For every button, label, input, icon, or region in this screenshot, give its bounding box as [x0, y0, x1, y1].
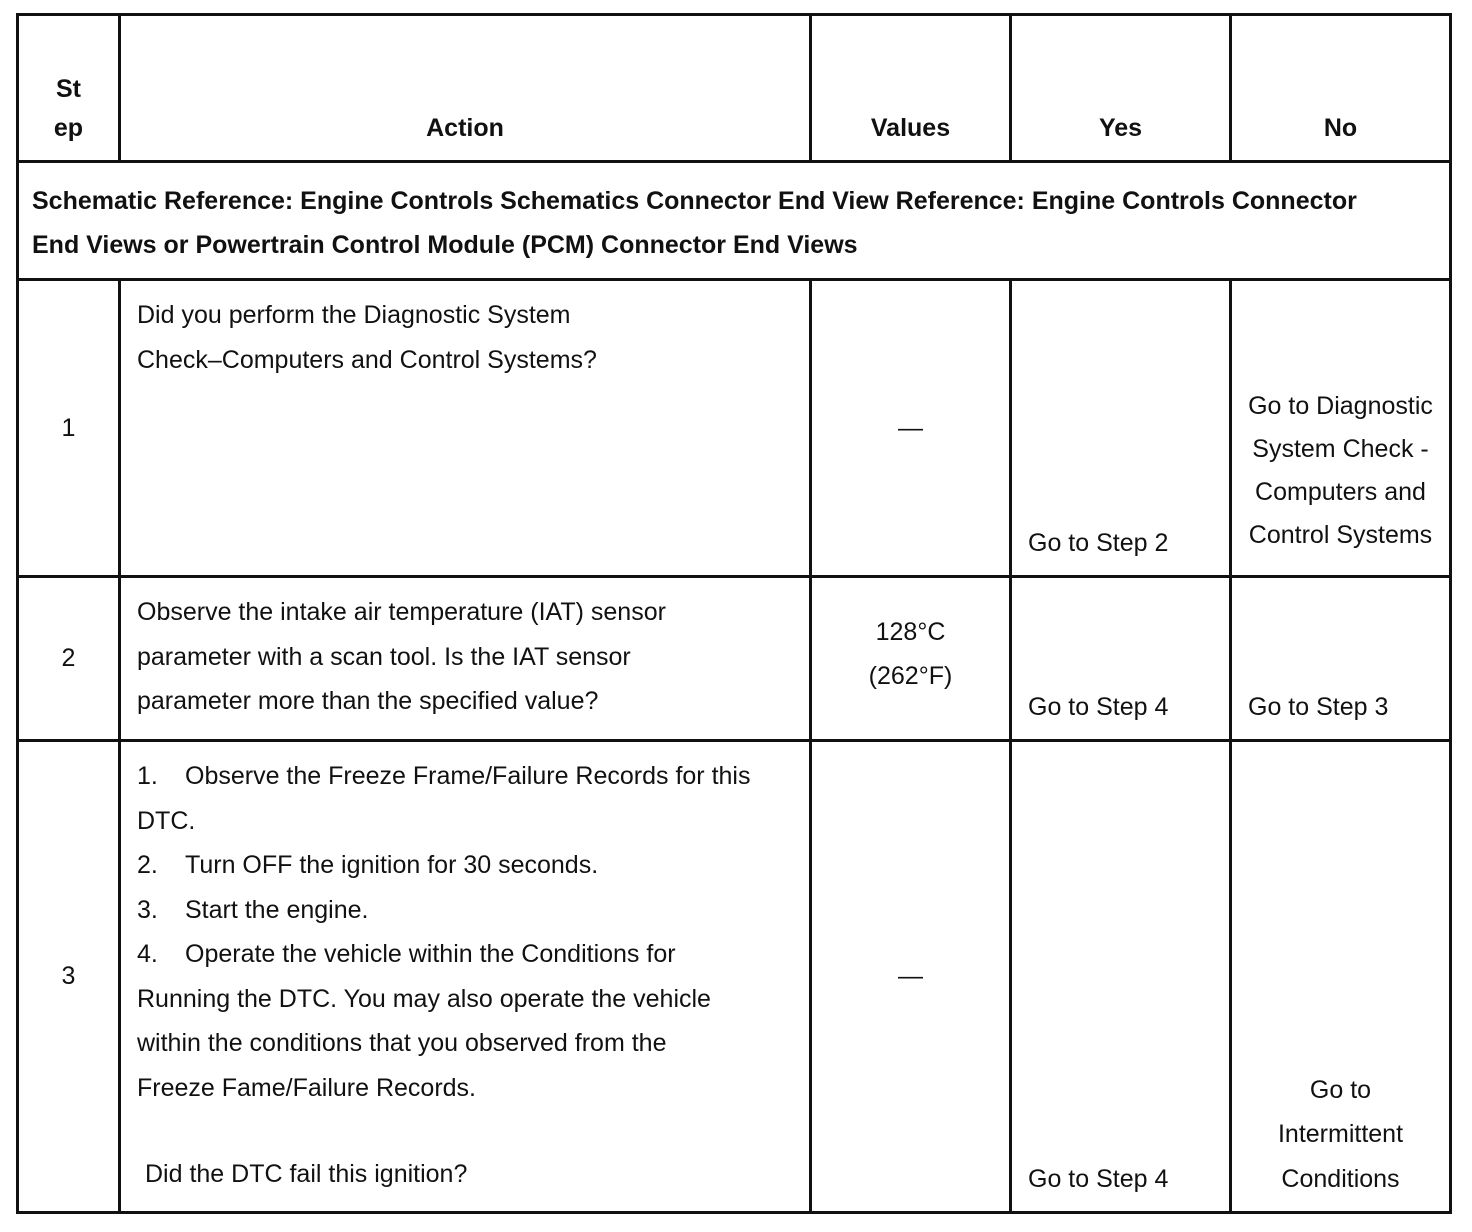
list-number: 2. [137, 851, 158, 879]
list-item [137, 888, 769, 933]
list-text: Turn OFF the ignition for 30 seconds. [185, 851, 599, 879]
yes-link[interactable]: Go to Step 4 [1011, 577, 1231, 741]
action-text: Did you perform the Diagnostic System Check–Computers and Control Systems? [120, 280, 811, 577]
table-row [18, 280, 1451, 577]
schematic-reference: Schematic Reference: Engine Controls Schematics Connector End View Reference: Engine Controls Connector End Views or Powertrain Control Module (PCM) Connector End Views [18, 162, 1451, 280]
question-text: Did the DTC fail this ignition? [145, 1160, 468, 1188]
list-number: 1. [137, 762, 158, 790]
list-item [137, 843, 769, 888]
list-number: 3. [137, 895, 158, 924]
reference-row [18, 162, 1451, 280]
list-number: 4. [137, 940, 158, 968]
no-link[interactable]: Go to Step 3 [1231, 577, 1451, 741]
header-no: No [1231, 15, 1451, 162]
yes-link[interactable]: Go to Step 2 [1011, 280, 1231, 577]
diagnostic-table [16, 13, 1452, 1214]
header-values: Values [811, 15, 1011, 162]
value-cell: 128°C (262°F) [811, 577, 1011, 741]
header-row [18, 15, 1451, 162]
no-link[interactable]: Go to Diagnostic System Check - Computers and Control Systems [1231, 280, 1451, 577]
list-text: Start the engine. [185, 895, 369, 924]
list-item [137, 754, 769, 843]
action-text: Observe the intake air temperature (IAT) sensor parameter with a scan tool. Is the IAT sensor parameter more than the specified value? [120, 577, 811, 741]
header-step: St ep [18, 15, 120, 162]
list-text: Observe the Freeze Frame/Failure Records for this DTC. [137, 762, 751, 835]
spacer [137, 1110, 769, 1152]
step-number: 1 [18, 280, 120, 577]
header-yes: Yes [1011, 15, 1231, 162]
value-cell: — [811, 280, 1011, 577]
step-number: 3 [18, 741, 120, 1213]
value-cell: — [811, 741, 1011, 1213]
list-text: Operate the vehicle within the Conditions for Running the DTC. You may also operate the vehicle within the conditions that you observed from the Freeze Fame/Failure Records. [137, 940, 711, 1102]
table-row [18, 741, 1451, 1213]
header-action: Action [120, 15, 811, 162]
action-list [120, 741, 811, 1213]
no-link[interactable]: Go to Intermittent Conditions [1231, 741, 1451, 1213]
table-row [18, 577, 1451, 741]
list-item [137, 932, 769, 1110]
step-number: 2 [18, 577, 120, 741]
yes-link[interactable]: Go to Step 4 [1011, 741, 1231, 1213]
